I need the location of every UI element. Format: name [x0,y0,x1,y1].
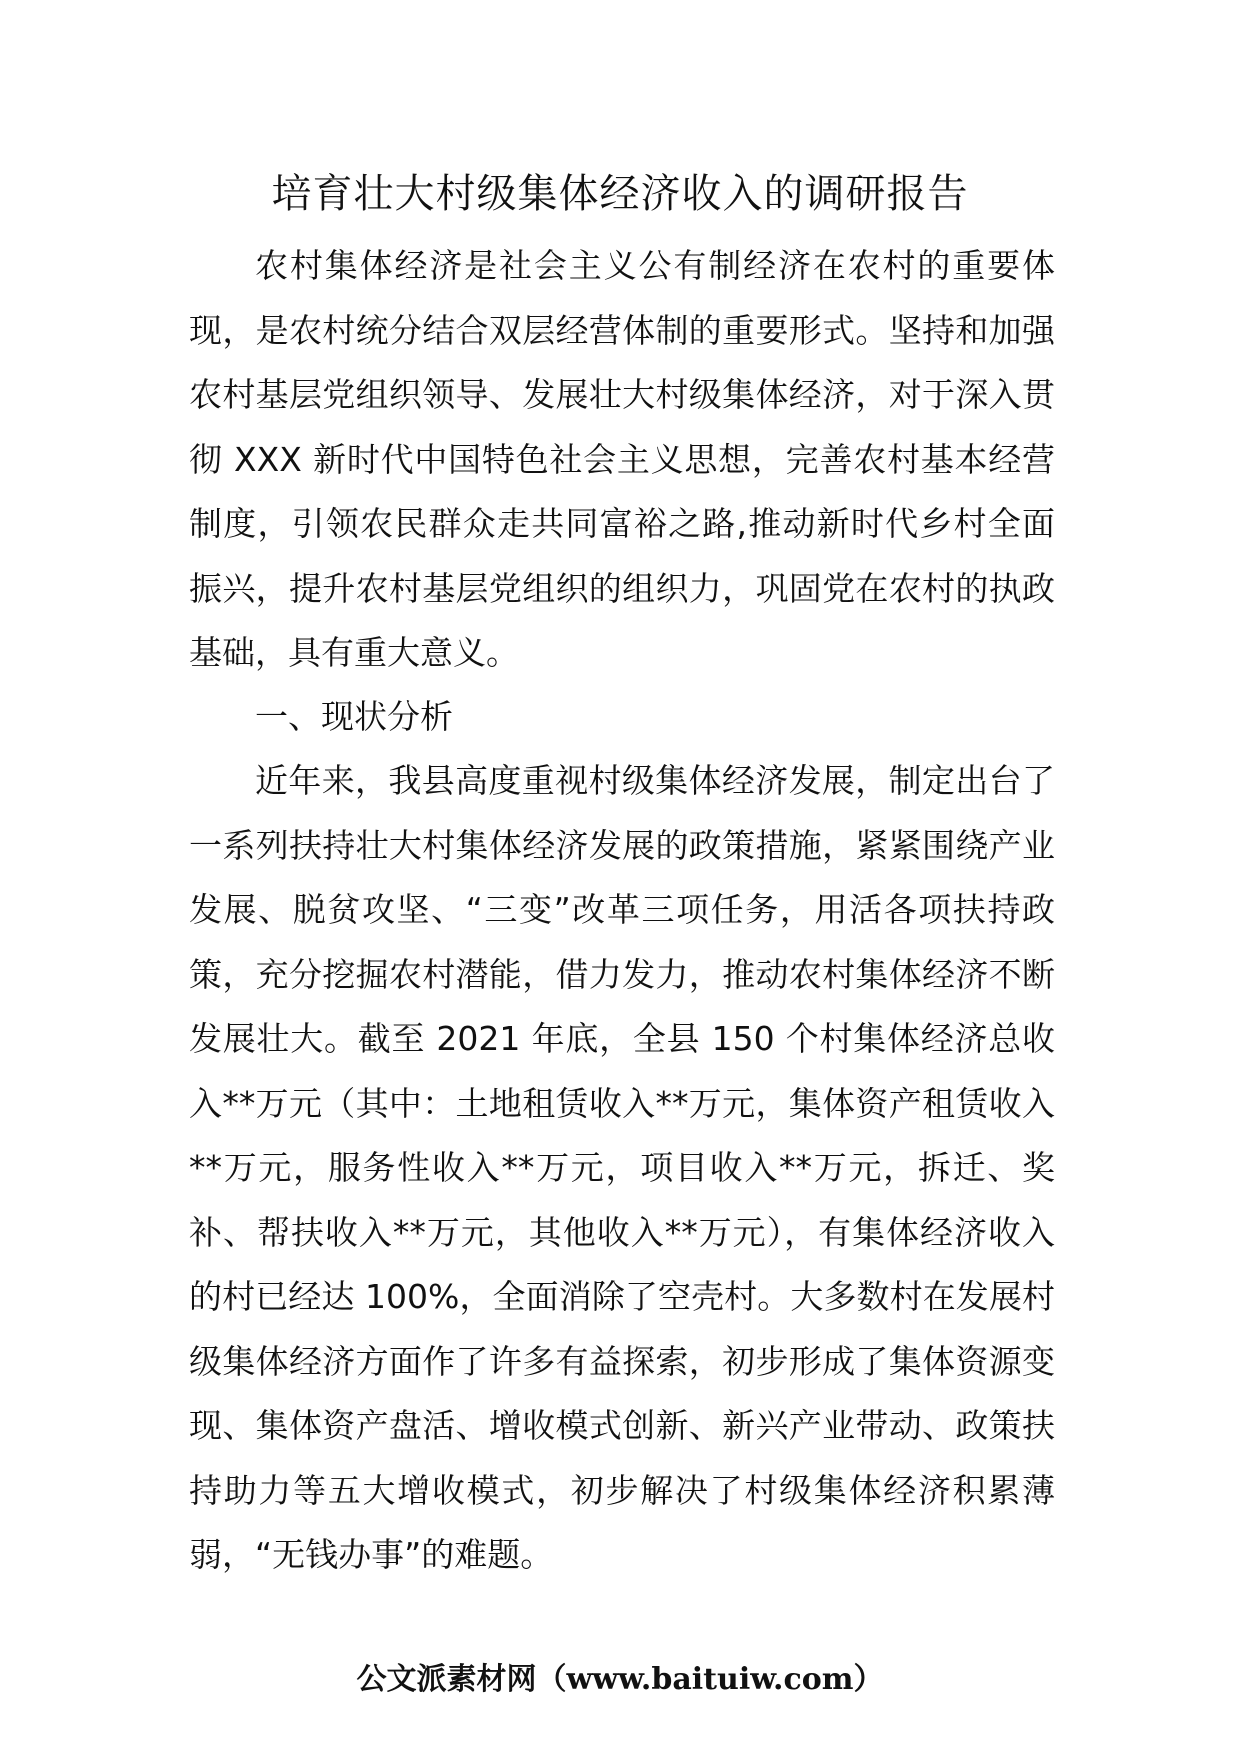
footer-watermark: 公文派素材网（www.baituiw.com） [356,1662,884,1697]
section-heading: 一、现状分析 [255,697,453,736]
paragraph-status-analysis: 近年来，我县高度重视村级集体经济发展，制定出台了一系列扶持壮大村集体经济发展的政策措施，紧紧围绕产业发展、脱贫攻坚、“三变”改革三项任务，用活各项扶持政策，充分挖掘农村潜能，借力发力，推动农村集体经济不断发展壮大。截至 2021 年底，全县 150 个村集体经济总收入**万元（其中：土地租赁收入**万元，集体资产租赁收入**万元，服务性收入**万元，项目收入**万元，拆迁、奖补、帮扶收入**万元，其他收入**万元），有集体经济收入的村已经达 100%，全面消除了空壳村。大多数村在发展村级集体经济方面作了许多有益探索，初步形成了集体资源变现、集体资产盘活、增收模式创新、新兴产业带动、政策扶持助力等五大增收模式，初步解决了村级集体经济积累薄弱，“无钱办事”的难题。 [189,761,1055,1574]
paragraph-intro: 农村集体经济是社会主义公有制经济在农村的重要体现，是农村统分结合双层经营体制的重要形式。坚持和加强农村基层党组织领导、发展壮大村级集体经济，对于深入贯彻 XXX 新时代中国特色社会主义思想，完善农村基本经营制度，引领农民群众走共同富裕之路,推动新时代乡村全面振兴，提升农村基层党组织的组织力，巩固党在农村的执政基础，具有重大意义。 [189,246,1055,672]
document-title: 培育壮大村级集体经济收入的调研报告 [271,171,969,217]
